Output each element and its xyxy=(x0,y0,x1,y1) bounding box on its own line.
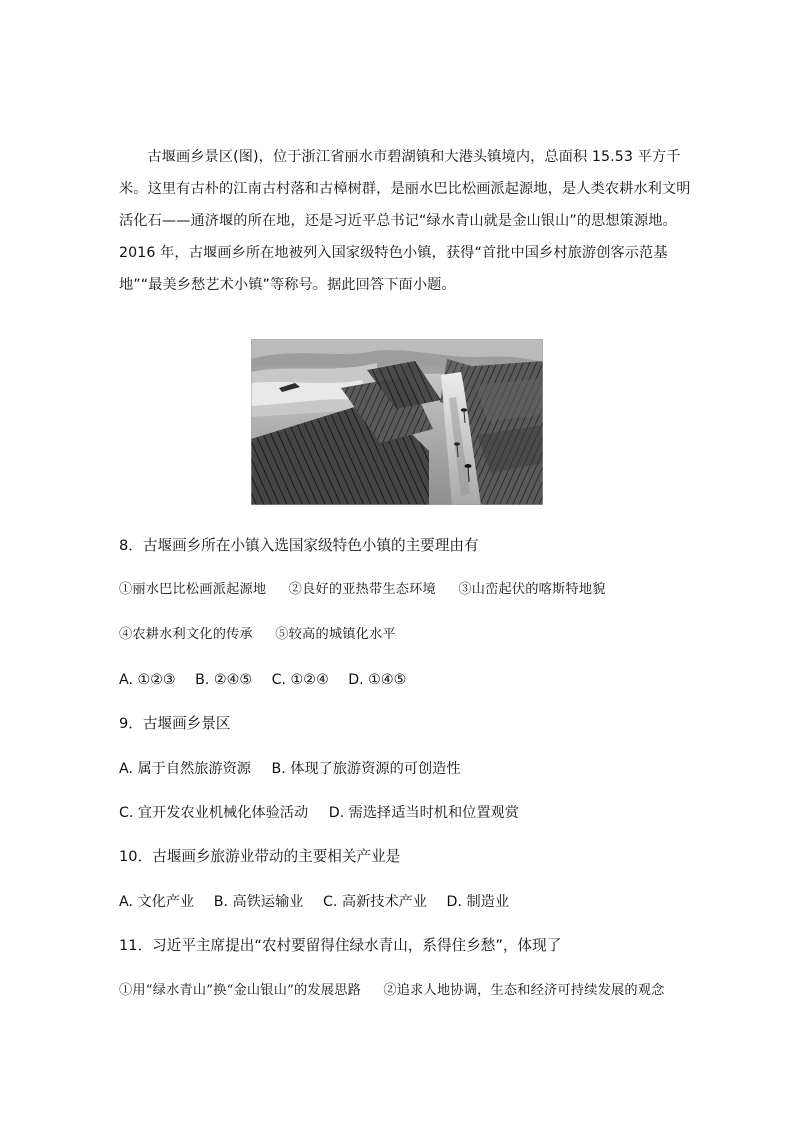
question-10-options xyxy=(119,892,509,912)
q8-statement-5: ⑤较高的城镇化水平 xyxy=(275,627,396,642)
question-9-options-line-1 xyxy=(119,759,461,779)
ancient-town-photo xyxy=(251,339,543,505)
q10-option-a: A. 文化产业 xyxy=(119,894,195,910)
question-8-stem: 8．古堰画乡所在小镇入选国家级特色小镇的主要理由有 xyxy=(119,537,479,554)
q8-statement-3: ③山峦起伏的喀斯特地貌 xyxy=(458,582,606,597)
q8-option-a: A. ①②③ xyxy=(119,672,176,688)
q8-option-d: D. ①④⑤ xyxy=(348,672,407,688)
question-9-stem: 9．古堰画乡景区 xyxy=(119,715,231,732)
q8-statement-2: ②良好的亚热带生态环境 xyxy=(288,582,436,597)
q10-option-c: C. 高新技术产业 xyxy=(322,894,428,910)
q8-statement-1: ①丽水巴比松画派起源地 xyxy=(119,582,267,597)
question-8-options xyxy=(119,670,406,690)
question-8-statements-line-2 xyxy=(119,625,396,645)
q11-statement-1: ①用“绿水青山”换“金山银山”的发展思路 xyxy=(119,983,361,998)
q8-option-c: C. ①②④ xyxy=(271,672,329,688)
q9-option-b: B. 体现了旅游资源的可创造性 xyxy=(271,761,461,777)
question-11-statements xyxy=(119,981,665,1001)
intro-paragraph xyxy=(119,141,703,301)
q8-option-b: B. ②④⑤ xyxy=(195,672,253,688)
ancient-town-photo-graphic xyxy=(251,339,543,505)
question-10-stem: 10．古堰画乡旅游业带动的主要相关产业是 xyxy=(119,848,401,865)
intro-text: 古堰画乡景区(图)，位于浙江省丽水市碧湖镇和大港头镇境内，总面积 15.53 平方千米。这里有古朴的江南古村落和古樟树群，是丽水巴比松画派起源地，是人类农耕水利文明活化石——通济堰的所在地，还是习近平总书记“绿水青山就是金山银山”的思想策源地。2016 年，古堰画乡所在地被列入国家级特色小镇，获得“首批中国乡村旅游创客示范基地”“最美乡愁艺术小镇”等称号。据此回答下面小题。 xyxy=(119,149,691,293)
q10-option-b: B. 高铁运输业 xyxy=(213,894,304,910)
q10-option-d: D. 制造业 xyxy=(446,894,510,910)
question-8-statements-line-1 xyxy=(119,580,606,600)
q9-option-a: A. 属于自然旅游资源 xyxy=(119,761,251,777)
question-11-stem: 11．习近平主席提出“农村要留得住绿水青山，系得住乡愁”，体现了 xyxy=(119,937,562,954)
q11-statement-2: ②追求人地协调，生态和经济可持续发展的观念 xyxy=(383,983,665,998)
q9-option-d: D. 需选择适当时机和位置观赏 xyxy=(328,805,519,821)
q8-statement-4: ④农耕水利文化的传承 xyxy=(119,627,253,642)
question-9-options-line-2 xyxy=(119,803,519,823)
q9-option-c: C. 宜开发农业机械化体验活动 xyxy=(119,805,309,821)
